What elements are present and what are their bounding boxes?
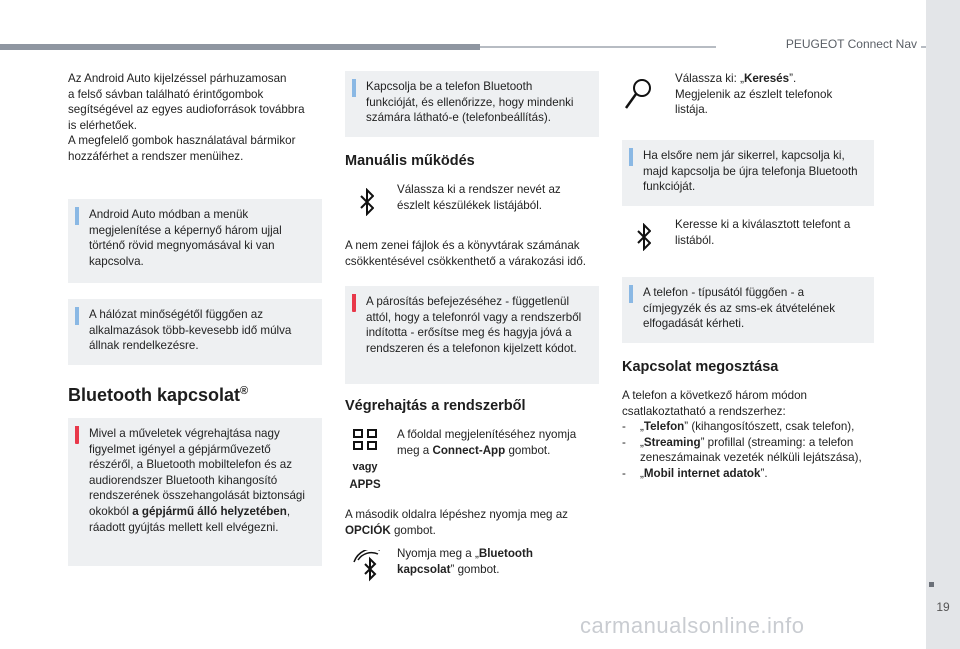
bluetooth-icon: [631, 221, 657, 253]
system-step1-text: A főoldal megjelenítéséhez nyomja meg a Connect-App gombot.: [397, 428, 577, 457]
bluetooth-connect-icon: [352, 550, 388, 592]
list-item: - „Streaming” profillal (streaming: a telefon zeneszámainak vezeték nélküli lejátszása),: [622, 435, 862, 465]
apps-icon-label: APPS: [349, 479, 381, 491]
manual-step-text: Válassza ki a rendszer nevét az észlelt készülékek listájából.: [397, 183, 561, 212]
section-heading-share: Kapcsolat megosztása: [622, 359, 779, 375]
warning-box-pairing: A párosítás befejezéséhez - függetlenül attól, hogy a telefonról vagy a rendszerből indította - erősítse meg és hagyja jóvá a rendszeren és a telefonon kijelzett kódot.: [345, 286, 599, 384]
apps-icon-or-label: vagy: [352, 461, 378, 473]
list-item: - „Mobil internet adatok”.: [622, 466, 768, 480]
manual-note: A nem zenei fájlok és a könyvtárak számának csökkentésével csökkenthető a várakozási idő.: [345, 239, 587, 268]
select-phone-text: Keresse ki a kiválasztott telefont a listából.: [675, 218, 851, 247]
warning-box-safety: Mivel a műveletek végrehajtása nagy figyelmet igényel a gépjárművezető részéről, a Bluetooth mobiltelefon és az audiorendszer Bluetooth kihangosító rendszerének összehangolását biztonsági okokból a gépjármű álló helyzetében, ráadott gyújtás mellett kell elvégezni.: [68, 418, 322, 566]
system-step2-text: A második oldalra lépéshez nyomja meg az OPCIÓK gombot.: [345, 508, 568, 537]
info-marker: [629, 285, 633, 303]
info-box-android-menu: Android Auto módban a menük megjelenítése a képernyő három ujjal történő rövid megnyomásával ki van kapcsolva.: [68, 199, 322, 283]
search-step-text: Válassza ki: „Keresés”. Megjelenik az észlelt telefonok listája.: [675, 72, 833, 117]
page-marker-dot: [929, 582, 934, 587]
info-box-enable-bluetooth: Kapcsolja be a telefon Bluetooth funkcióját, és ellenőrizze, hogy mindenki számára látható-e (telefonbeállítás).: [345, 71, 599, 137]
watermark: carmanualsonline.info: [580, 613, 805, 638]
connect-app-grid-icon: [350, 427, 380, 453]
running-header: PEUGEOT Connect Nav: [716, 37, 921, 53]
warning-marker: [352, 294, 356, 312]
page-edge-strip: [926, 0, 960, 649]
warning-marker: [75, 426, 79, 444]
list-item: - „Telefon” (kihangosítószett, csak telefon),: [622, 420, 855, 433]
header-rule: [0, 44, 480, 50]
info-box-contacts: A telefon - típusától függően - a címjegyzék és az sms-ek átvételének elfogadását kérheti.: [622, 277, 874, 343]
bluetooth-icon: [354, 186, 380, 218]
section-heading-bluetooth: Bluetooth kapcsolat®: [68, 385, 249, 405]
info-marker: [75, 207, 79, 225]
intro-paragraph: Az Android Auto kijelzéssel párhuzamosan a felső sávban található érintőgombok segítségével az egyes audioforrások továbbra is elérhetőek. A megfelelő gombok használatával bármikor hozzáférhet a rendszer menüihez.: [68, 72, 305, 163]
system-step3-text: Nyomja meg a „Bluetooth kapcsolat” gombot.: [397, 547, 533, 576]
info-marker: [352, 79, 356, 97]
share-intro: A telefon a következő három módon csatlakoztatható a rendszerhez:: [622, 389, 807, 418]
info-box-retry: Ha elsőre nem jár sikerrel, kapcsolja ki, majd kapcsolja be újra telefonja Bluetooth funkcióját.: [622, 140, 874, 206]
info-marker: [75, 307, 79, 325]
info-marker: [629, 148, 633, 166]
page-number: 19: [936, 600, 950, 614]
share-list: [622, 419, 882, 481]
section-heading-manual: Manuális működés: [345, 153, 475, 169]
info-box-network: A hálózat minőségétől függően az alkalmazások több-kevesebb idő múlva állnak rendelkezésre.: [68, 299, 322, 365]
section-heading-system: Végrehajtás a rendszerből: [345, 398, 526, 414]
search-icon: [622, 76, 654, 112]
